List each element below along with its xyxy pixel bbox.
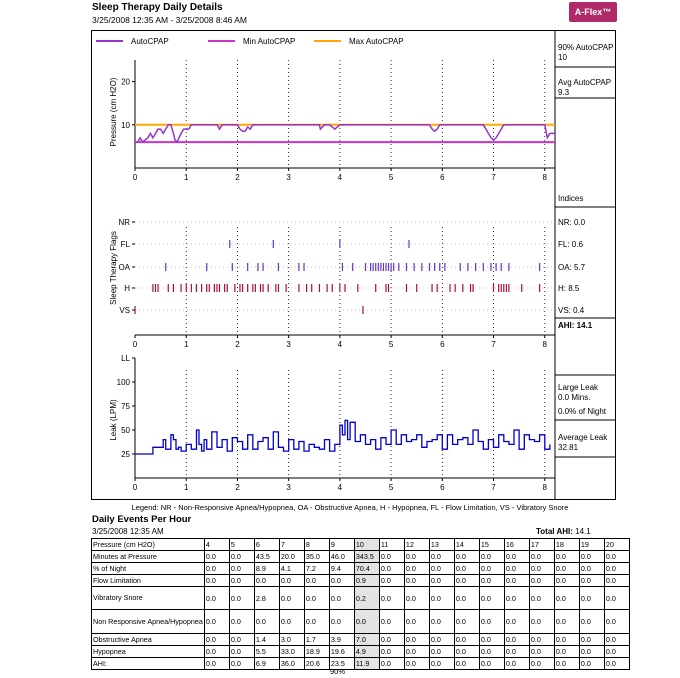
table-cell: 33.0 — [279, 646, 304, 658]
table-cell: 70.4 — [354, 563, 379, 575]
flags-side-label: H: 8.5 — [558, 284, 580, 293]
table-cell: 0.0 — [229, 658, 254, 670]
table-cell: 0.0 — [604, 551, 629, 563]
table-cell: 0.0 — [579, 563, 604, 575]
table-cell: 0.0 — [529, 658, 554, 670]
table-cell: 0.0 — [379, 575, 404, 587]
table-cell: 0.0 — [579, 587, 604, 610]
table-cell: 7.2 — [304, 563, 329, 575]
table-cell: 0.0 — [404, 575, 429, 587]
table-cell: 0.0 — [429, 610, 454, 634]
table-cell: 7.0 — [354, 634, 379, 646]
pressure-x-tick-label: 7 — [491, 173, 496, 182]
table-cell: 0.0 — [479, 551, 504, 563]
table-cell: 0.0 — [354, 610, 379, 634]
flags-side-label: OA: 5.7 — [558, 263, 586, 272]
flags-x-tick-label: 6 — [440, 340, 445, 349]
table-cell: 17 — [529, 539, 554, 551]
flags-x-tick-label: 8 — [542, 340, 547, 349]
table-cell: 0.0 — [479, 563, 504, 575]
table-cell: 0.0 — [254, 610, 279, 634]
pressure-side-value: 9.3 — [558, 88, 570, 97]
table-cell: 0.0 — [204, 563, 229, 575]
table-cell: 0.0 — [404, 610, 429, 634]
table-cell: 0.0 — [229, 575, 254, 587]
table-cell: 0.0 — [204, 610, 229, 634]
table-header-row — [92, 539, 630, 551]
flags-y-tick-label: H — [124, 284, 130, 293]
table-cell: 43.5 — [254, 551, 279, 563]
table-cell: 0.0 — [579, 646, 604, 658]
table-cell: 0.0 — [554, 634, 579, 646]
table-cell: 0.0 — [304, 575, 329, 587]
table-row — [92, 563, 630, 575]
table-cell: 0.0 — [404, 563, 429, 575]
table-cell: 0.0 — [504, 575, 529, 587]
table-cell: 19.6 — [329, 646, 354, 658]
table-cell: 11.9 — [354, 658, 379, 670]
table-cell: 0.0 — [404, 587, 429, 610]
table-cell: 0.0 — [429, 575, 454, 587]
table-cell: 0.0 — [404, 658, 429, 670]
pressure-x-tick-label: 3 — [286, 173, 291, 182]
table-row — [92, 634, 630, 646]
table-cell: 6 — [254, 539, 279, 551]
table-cell: 0.0 — [404, 646, 429, 658]
leak-side-label: Large Leak — [558, 383, 599, 392]
table-cell: 20.6 — [304, 658, 329, 670]
table-cell: 0.0 — [454, 658, 479, 670]
table-cell: 4.9 — [354, 646, 379, 658]
table-cell: 0.0 — [579, 551, 604, 563]
table-row — [92, 551, 630, 563]
table-cell: 0.0 — [479, 646, 504, 658]
row-label: Flow Limitation — [92, 575, 205, 587]
pressure-x-tick-label: 4 — [337, 173, 343, 182]
table-cell: 0.0 — [504, 634, 529, 646]
table-cell: 0.0 — [229, 563, 254, 575]
percentile-label: 90% — [330, 667, 346, 676]
table-cell: 0.0 — [504, 610, 529, 634]
leak-y-axis-label: Leak (LPM) — [109, 399, 118, 441]
flags-y-tick-label: OA — [118, 263, 130, 272]
table-cell: 36.0 — [279, 658, 304, 670]
table-cell: 0.2 — [354, 587, 379, 610]
table-cell: 0.0 — [554, 563, 579, 575]
table-cell: 0.0 — [504, 658, 529, 670]
table-cell: 0.0 — [204, 658, 229, 670]
table-cell: 0.0 — [429, 587, 454, 610]
leak-x-tick-label: 2 — [235, 483, 240, 492]
table-cell: 0.0 — [229, 551, 254, 563]
table-cell: 0.0 — [554, 575, 579, 587]
flags-x-tick-label: 3 — [286, 340, 291, 349]
flags-x-tick-label: 1 — [183, 340, 189, 349]
brand-logo: A-Flex™ — [569, 2, 617, 22]
table-cell: 11 — [379, 539, 404, 551]
table-cell: 0.0 — [554, 610, 579, 634]
table-cell: 0.0 — [279, 610, 304, 634]
pressure-side-label: Avg AutoCPAP — [558, 78, 612, 87]
table-cell: 4.1 — [279, 563, 304, 575]
table-cell: 0.0 — [529, 610, 554, 634]
pressure-series-autocpap — [135, 125, 555, 142]
leak-x-tick-label: 1 — [183, 483, 189, 492]
table-cell: 0.0 — [454, 587, 479, 610]
flags-y-tick-label: NR — [118, 218, 130, 227]
flags-side-label: NR: 0.0 — [558, 218, 586, 227]
table-cell: 3.9 — [329, 634, 354, 646]
flags-x-tick-label: 5 — [388, 340, 394, 349]
table-cell: 23.5 — [329, 658, 354, 670]
table-cell: 0.0 — [304, 587, 329, 610]
table-cell: 0.9 — [354, 575, 379, 587]
pressure-y-tick-label: 20 — [121, 77, 130, 87]
flags-x-tick-label: 2 — [235, 340, 240, 349]
table-cell: 0.0 — [204, 587, 229, 610]
table-cell: 0.0 — [504, 563, 529, 575]
table-row — [92, 658, 630, 670]
table-cell: 0.0 — [204, 646, 229, 658]
leak-x-tick-label: 6 — [440, 483, 445, 492]
table-row — [92, 587, 630, 610]
flags-side-label: Indices — [558, 194, 584, 203]
leak-x-tick-label: 0 — [132, 483, 138, 492]
table-row — [92, 575, 630, 587]
leak-x-tick-label: 5 — [388, 483, 394, 492]
table-row — [92, 646, 630, 658]
leak-y-tick-label: 100 — [116, 378, 130, 387]
events-table — [91, 538, 630, 670]
leak-y-tick-label: 25 — [121, 450, 130, 459]
table-cell: 18.9 — [304, 646, 329, 658]
flags-x-tick-label: 0 — [132, 340, 138, 349]
table-cell: 0.0 — [554, 658, 579, 670]
table-cell: 0.0 — [604, 575, 629, 587]
row-label: Pressure (cm H2O) — [92, 539, 205, 551]
table-cell: 0.0 — [279, 575, 304, 587]
flags-y-tick-label: VS — [119, 306, 130, 315]
leak-y-tick-label: LL — [121, 354, 130, 363]
table-cell: 0.0 — [379, 646, 404, 658]
table-cell: 46.0 — [329, 551, 354, 563]
table-cell: 0.0 — [454, 610, 479, 634]
pressure-legend-label: AutoCPAP — [131, 37, 169, 46]
flags-side-label: FL: 0.6 — [558, 240, 583, 249]
table-cell: 0.0 — [454, 563, 479, 575]
leak-y-tick-label: 50 — [121, 426, 130, 435]
pressure-x-tick-label: 1 — [183, 173, 189, 182]
leak-side-value: 32.81 — [558, 443, 579, 452]
table-cell: 19 — [579, 539, 604, 551]
flags-x-tick-label: 7 — [491, 340, 496, 349]
table-cell: 0.0 — [529, 646, 554, 658]
flags-side-label: AHI: 14.1 — [558, 321, 593, 330]
flags-y-tick-label: FL — [120, 240, 130, 249]
flags-legend: Legend: NR - Non-Responsive Apnea/Hypopnea, OA - Obstructive Apnea, H - Hypopnea, FL - Flow Limitation, VS - Vibratory Snore — [131, 503, 569, 512]
table-cell: 0.0 — [454, 634, 479, 646]
table-cell: 0.0 — [604, 658, 629, 670]
table-cell: 0.0 — [204, 634, 229, 646]
leak-side-label: Average Leak — [558, 433, 608, 442]
table-cell: 7 — [279, 539, 304, 551]
pressure-x-tick-label: 0 — [132, 173, 138, 182]
table-cell: 0.0 — [529, 551, 554, 563]
row-label: Vibratory Snore — [92, 587, 205, 610]
pressure-y-tick-label: 10 — [121, 120, 130, 130]
table-cell: 0.0 — [479, 610, 504, 634]
table-cell: 9 — [329, 539, 354, 551]
row-label: Minutes at Pressure — [92, 551, 205, 563]
leak-x-tick-label: 8 — [542, 483, 547, 492]
table-cell: 0.0 — [379, 634, 404, 646]
table-cell: 0.0 — [529, 563, 554, 575]
total-ahi-value: 14.1 — [575, 527, 591, 536]
table-cell: 9.4 — [329, 563, 354, 575]
row-label: Hypopnea — [92, 646, 205, 658]
leak-x-tick-label: 7 — [491, 483, 496, 492]
table-cell: 0.0 — [479, 587, 504, 610]
table-cell: 0.0 — [604, 646, 629, 658]
table-cell: 0.0 — [579, 634, 604, 646]
table-cell: 0.0 — [429, 563, 454, 575]
table-cell: 0.0 — [554, 646, 579, 658]
table-cell: 3.0 — [279, 634, 304, 646]
table-cell: 0.0 — [454, 646, 479, 658]
table-cell: 0.0 — [379, 563, 404, 575]
table-cell: 0.0 — [504, 646, 529, 658]
table-cell: 0.0 — [454, 551, 479, 563]
pressure-x-tick-label: 2 — [235, 173, 240, 182]
table-cell: 13 — [429, 539, 454, 551]
table-cell: 0.0 — [604, 563, 629, 575]
table-cell: 0.0 — [229, 646, 254, 658]
table-cell: 4 — [204, 539, 229, 551]
table-cell: 0.0 — [379, 587, 404, 610]
leak-side-value: 0.0 Mins. — [558, 393, 591, 402]
table-cell: 0.0 — [579, 658, 604, 670]
leak-side-value: 0.0% of Night — [558, 407, 607, 416]
table-cell: 0.0 — [329, 587, 354, 610]
table-cell: 0.0 — [604, 587, 629, 610]
table-cell: 0.0 — [379, 551, 404, 563]
table-cell: 2.8 — [254, 587, 279, 610]
pressure-y-axis-label: Pressure (cm H2O) — [109, 77, 118, 147]
table-cell: 0.0 — [429, 658, 454, 670]
pressure-side-value: 10 — [558, 53, 567, 62]
table-cell: 0.0 — [379, 610, 404, 634]
leak-series — [135, 420, 550, 454]
table-cell: 0.0 — [454, 575, 479, 587]
table-cell: 18 — [554, 539, 579, 551]
table-cell: 0.0 — [254, 575, 279, 587]
table-cell: 0.0 — [229, 610, 254, 634]
table-cell: 0.0 — [554, 587, 579, 610]
table-row — [92, 610, 630, 634]
table-cell: 6.9 — [254, 658, 279, 670]
table-cell: 0.0 — [479, 658, 504, 670]
row-label: Non Responsive Apnea/Hypopnea — [92, 610, 205, 634]
row-label: AHI: — [92, 658, 205, 670]
table-cell: 0.0 — [504, 551, 529, 563]
pressure-x-tick-label: 5 — [388, 173, 394, 182]
table-cell: 20.0 — [279, 551, 304, 563]
table-cell: 0.0 — [429, 634, 454, 646]
pressure-side-label: 90% AutoCPAP — [558, 43, 614, 52]
table-cell: 0.0 — [579, 575, 604, 587]
table-cell: 0.0 — [604, 634, 629, 646]
table-cell: 0.0 — [279, 587, 304, 610]
table-cell: 0.0 — [604, 610, 629, 634]
page-title: Sleep Therapy Daily Details — [92, 2, 223, 13]
table-cell: 5.5 — [254, 646, 279, 658]
table-cell: 5 — [229, 539, 254, 551]
table-cell: 0.0 — [554, 551, 579, 563]
leak-x-tick-label: 3 — [286, 483, 291, 492]
leak-y-tick-label: 75 — [121, 402, 130, 411]
table-cell: 0.0 — [204, 575, 229, 587]
table-cell: 15 — [479, 539, 504, 551]
row-label: Obstructive Apnea — [92, 634, 205, 646]
flags-x-tick-label: 4 — [337, 340, 343, 349]
table-cell: 0.0 — [404, 634, 429, 646]
table-cell: 1.4 — [254, 634, 279, 646]
table-cell: 12 — [404, 539, 429, 551]
leak-x-tick-label: 4 — [337, 483, 343, 492]
pressure-x-tick-label: 8 — [542, 173, 547, 182]
table-cell: 0.0 — [504, 587, 529, 610]
table-cell: 0.0 — [479, 575, 504, 587]
table-cell: 0.0 — [429, 551, 454, 563]
table-cell: 0.0 — [529, 634, 554, 646]
pressure-x-tick-label: 6 — [440, 173, 445, 182]
table-cell: 0.0 — [429, 646, 454, 658]
flags-y-axis-label: Sleep Therapy Flags — [109, 231, 118, 305]
flags-side-label: VS: 0.4 — [558, 306, 585, 315]
pressure-legend-label: Min AutoCPAP — [243, 37, 296, 46]
table-cell: 0.0 — [404, 551, 429, 563]
pressure-legend-label: Max AutoCPAP — [349, 37, 404, 46]
table-cell: 0.0 — [229, 587, 254, 610]
table-cell: 1.7 — [304, 634, 329, 646]
table-cell: 0.0 — [579, 610, 604, 634]
table-cell: 8.9 — [254, 563, 279, 575]
events-date: 3/25/2008 12:35 AM — [92, 527, 164, 536]
table-cell: 0.0 — [479, 634, 504, 646]
table-cell: 0.0 — [329, 575, 354, 587]
table-cell: 0.0 — [379, 658, 404, 670]
events-title: Daily Events Per Hour — [92, 514, 192, 525]
table-cell: 343.5 — [354, 551, 379, 563]
table-cell: 16 — [504, 539, 529, 551]
date-range: 3/25/2008 12:35 AM - 3/25/2008 8:46 AM — [92, 15, 248, 25]
table-cell: 10 — [354, 539, 379, 551]
table-cell: 0.0 — [529, 575, 554, 587]
total-ahi-label: Total AHI: — [536, 527, 573, 536]
table-cell: 8 — [304, 539, 329, 551]
table-cell: 0.0 — [229, 634, 254, 646]
table-cell: 20 — [604, 539, 629, 551]
table-cell: 0.0 — [204, 551, 229, 563]
table-cell: 0.0 — [529, 587, 554, 610]
table-cell: 0.0 — [304, 610, 329, 634]
table-cell: 35.0 — [304, 551, 329, 563]
total-ahi — [536, 527, 591, 536]
table-cell: 0.0 — [329, 610, 354, 634]
table-cell: 14 — [454, 539, 479, 551]
row-label: % of Night — [92, 563, 205, 575]
